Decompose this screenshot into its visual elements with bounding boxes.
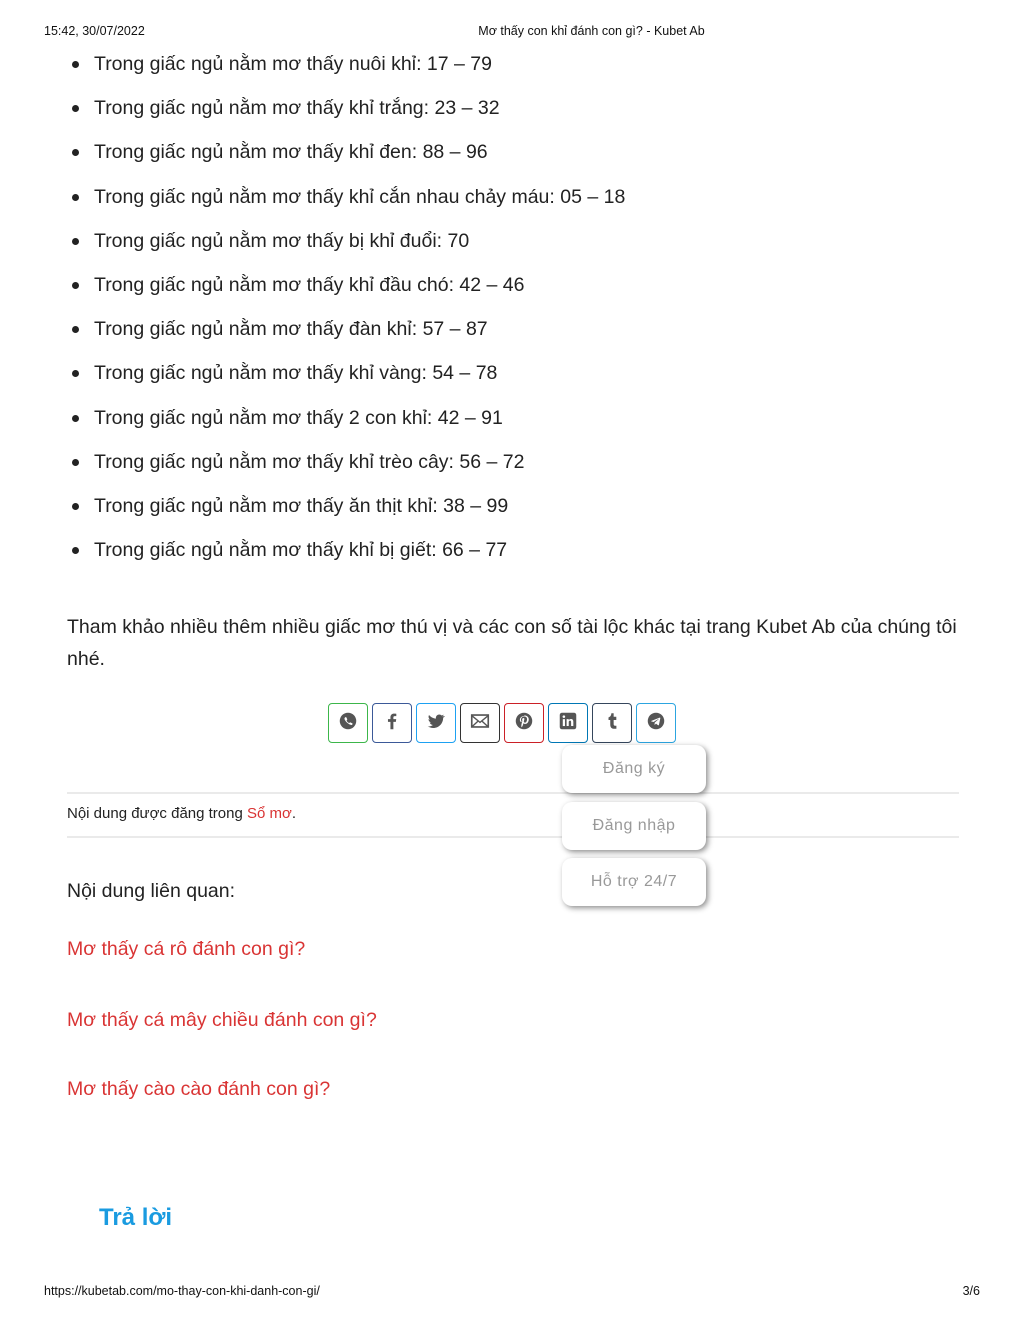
linkedin-icon bbox=[557, 710, 579, 737]
list-item: Trong giấc ngủ nằm mơ thấy khỉ cắn nhau chảy máu: 05 – 18 bbox=[67, 183, 959, 227]
related-link[interactable]: Mơ thấy cào cào đánh con gì? bbox=[67, 1078, 331, 1100]
category-link[interactable]: Sổ mơ bbox=[247, 805, 292, 822]
list-item: Trong giấc ngủ nằm mơ thấy khỉ đen: 88 – 96 bbox=[67, 138, 959, 182]
list-item: Trong giấc ngủ nằm mơ thấy khỉ đầu chó: 42 – 46 bbox=[67, 271, 959, 315]
print-page-title: Mơ thấy con khỉ đánh con gì? - Kubet Ab bbox=[478, 24, 705, 38]
dream-number-list bbox=[67, 50, 959, 580]
print-footer bbox=[0, 1284, 1024, 1302]
share-twitter-button[interactable] bbox=[416, 703, 456, 743]
list-item: Trong giấc ngủ nằm mơ thấy khỉ trèo cây: 56 – 72 bbox=[67, 448, 959, 492]
share-pinterest-button[interactable] bbox=[504, 703, 544, 743]
list-item: Trong giấc ngủ nằm mơ thấy khỉ trắng: 23 – 32 bbox=[67, 94, 959, 138]
share-telegram-button[interactable] bbox=[636, 703, 676, 743]
tumblr-icon bbox=[601, 710, 623, 737]
share-linkedin-button[interactable] bbox=[548, 703, 588, 743]
share-email-button[interactable] bbox=[460, 703, 500, 743]
category-prefix: Nội dung được đăng trong bbox=[67, 805, 243, 822]
telegram-icon bbox=[645, 710, 667, 737]
register-button[interactable]: Đăng ký bbox=[562, 745, 706, 793]
facebook-icon bbox=[381, 710, 403, 737]
related-link[interactable]: Mơ thấy cá rô đánh con gì? bbox=[67, 938, 306, 960]
category-suffix: . bbox=[291, 805, 297, 822]
reply-heading: Trả lời bbox=[99, 1204, 173, 1231]
support-button[interactable]: Hỗ trợ 24/7 bbox=[562, 858, 706, 906]
list-item: Trong giấc ngủ nằm mơ thấy bị khỉ đuổi: 70 bbox=[67, 227, 959, 271]
share-facebook-button[interactable] bbox=[372, 703, 412, 743]
print-url: https://kubetab.com/mo-thay-con-khi-danh-con-gi/ bbox=[44, 1284, 320, 1298]
post-category bbox=[67, 805, 296, 822]
print-header bbox=[0, 24, 1024, 42]
list-item: Trong giấc ngủ nằm mơ thấy khỉ bị giết: 66 – 77 bbox=[67, 536, 959, 580]
related-link[interactable]: Mơ thấy cá mây chiều đánh con gì? bbox=[67, 1009, 377, 1031]
list-item: Trong giấc ngủ nằm mơ thấy khỉ vàng: 54 – 78 bbox=[67, 359, 959, 403]
print-datetime: 15:42, 30/07/2022 bbox=[44, 24, 145, 38]
list-item: Trong giấc ngủ nằm mơ thấy 2 con khỉ: 42 – 91 bbox=[67, 404, 959, 448]
list-item: Trong giấc ngủ nằm mơ thấy ăn thịt khỉ: 38 – 99 bbox=[67, 492, 959, 536]
divider bbox=[67, 836, 959, 838]
share-tumblr-button[interactable] bbox=[592, 703, 632, 743]
twitter-icon bbox=[425, 710, 447, 737]
share-buttons bbox=[328, 703, 676, 747]
list-item: Trong giấc ngủ nằm mơ thấy nuôi khỉ: 17 – 79 bbox=[67, 50, 959, 94]
closing-paragraph: Tham khảo nhiều thêm nhiều giấc mơ thú vị và các con số tài lộc khác tại trang Kubet Ab của chúng tôi nhé. bbox=[67, 615, 957, 670]
pinterest-icon bbox=[513, 710, 535, 737]
divider bbox=[67, 792, 959, 794]
share-whatsapp-button[interactable] bbox=[328, 703, 368, 743]
list-item: Trong giấc ngủ nằm mơ thấy đàn khỉ: 57 – 87 bbox=[67, 315, 959, 359]
print-page-number: 3/6 bbox=[962, 1284, 980, 1298]
related-heading: Nội dung liên quan: bbox=[67, 880, 236, 902]
whatsapp-icon bbox=[337, 710, 359, 737]
login-button[interactable]: Đăng nhập bbox=[562, 802, 706, 850]
email-icon bbox=[469, 710, 491, 737]
